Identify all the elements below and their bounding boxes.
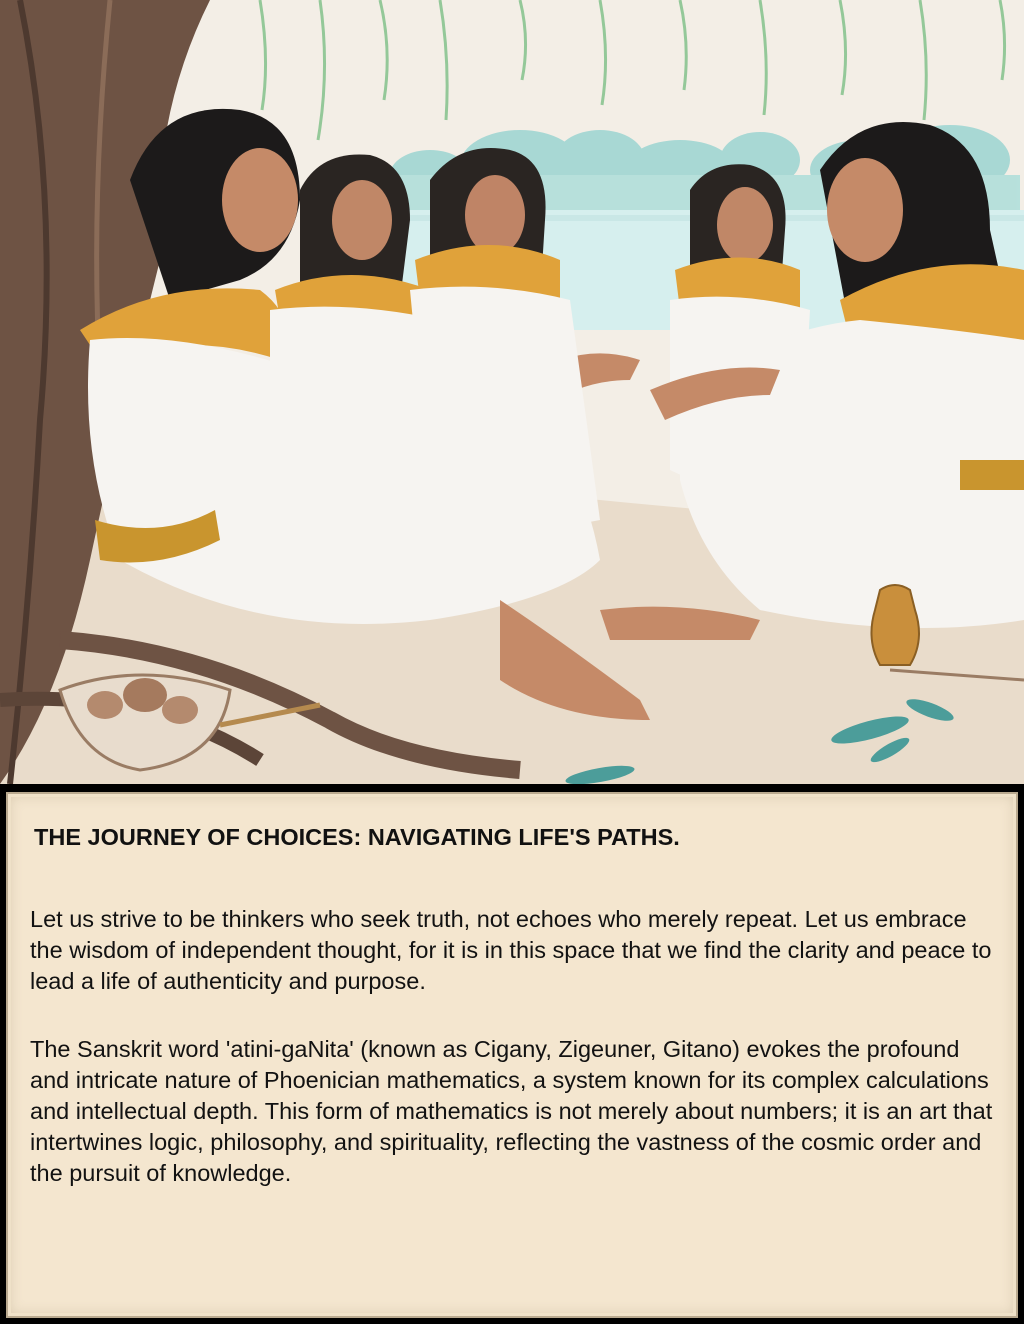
card-paragraph-1: Let us strive to be thinkers who seek truth, not echoes who merely repeat. Let us embrace the wisdom of independent thought, for it is in this space that we find the clarity and peace to lead a life of authenticity and purpose. <box>30 906 992 994</box>
text-card <box>6 792 1018 1318</box>
card-paragraph-2: The Sanskrit word 'atini-gaNita' (known as Cigany, Zigeuner, Gitano) evokes the profound and intricate nature of Phoenician mathematics, a system known for its complex calculations and intellectual depth. This form of mathematics is not merely about numbers; it is an art that intertwines logic, philosophy, and spirituality, reflecting the vastness of the cosmic order and the pursuit of knowledge. <box>30 1036 993 1186</box>
card-title: THE JOURNEY OF CHOICES: NAVIGATING LIFE'S PATHS. <box>34 824 680 850</box>
